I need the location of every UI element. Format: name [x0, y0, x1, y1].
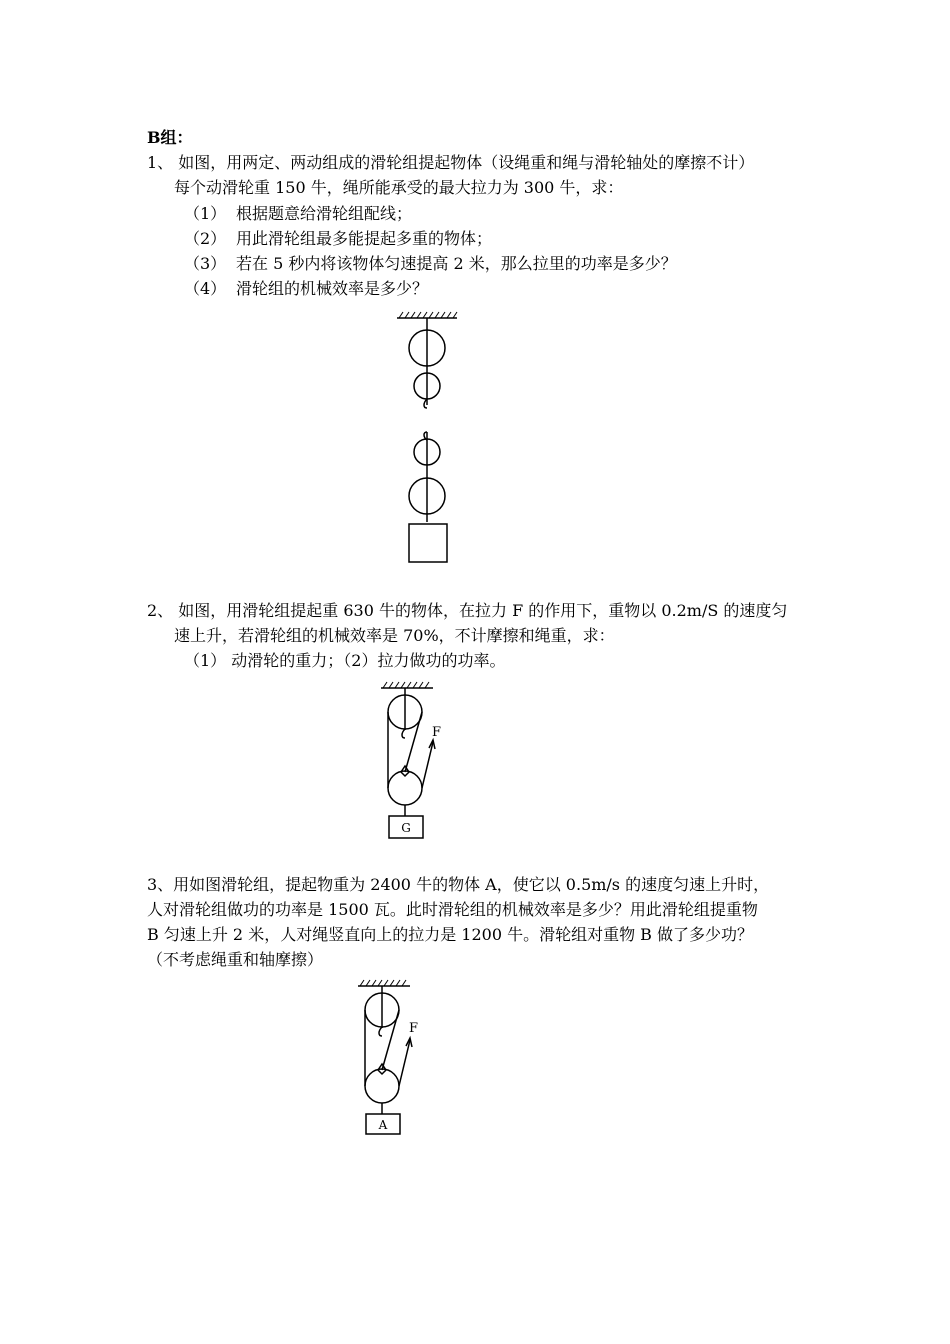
q2-line-1: 2、 如图，用滑轮组提起重 630 牛的物体，在拉力 F 的作用下，重物以 0.2m/S 的速度匀 — [147, 601, 788, 620]
rope-pull — [399, 1040, 410, 1086]
q1-item-1-num: （1） — [184, 204, 227, 223]
q3-line-2: 人对滑轮组做功的功率是 1500 瓦。此时滑轮组的机械效率是多少？用此滑轮组提重物 — [147, 900, 758, 919]
rope-cross — [382, 1010, 399, 1070]
fixed-hook — [379, 1027, 382, 1036]
pulley-diagram-1 — [385, 310, 465, 570]
ceiling-hatch — [399, 312, 457, 318]
q1-item-3-num: （3） — [184, 254, 227, 273]
q1-item-2-num: （2） — [184, 229, 227, 248]
q1-item-1-text: 根据题意给滑轮组配线； — [236, 204, 413, 223]
pulley-diagram-2 — [375, 680, 475, 845]
load-label: G — [401, 821, 411, 835]
q1-line-2: 每个动滑轮重 150 牛，绳所能承受的最大拉力为 300 牛，求： — [174, 178, 624, 197]
force-label: F — [409, 1021, 419, 1036]
q3-line-3: B 匀速上升 2 米，人对绳竖直向上的拉力是 1200 牛。滑轮组对重物 B 做了多少功？ — [147, 925, 754, 944]
load-label: A — [378, 1118, 388, 1132]
ceiling-hatch — [360, 980, 406, 986]
q1-item-4-text: 滑轮组的机械效率是多少？ — [236, 279, 429, 298]
fixed-hook — [402, 729, 405, 738]
q1-line-1: 1、 如图，用两定、两动组成的滑轮组提起物体（设绳重和绳与滑轮轴处的摩擦不计） — [147, 153, 755, 172]
section-title: B组： — [147, 128, 193, 147]
rope-cross — [405, 712, 422, 772]
q2-line-2: 速上升，若滑轮组的机械效率是 70%，不计摩擦和绳重，求： — [174, 626, 615, 645]
q1-item-3-text: 若在 5 秒内将该物体匀速提高 2 米，那么拉里的功率是多少？ — [236, 254, 677, 273]
load-box — [409, 524, 447, 562]
pulley-diagram-3 — [352, 978, 452, 1143]
q2-line-3: （1） 动滑轮的重力；（2）拉力做功的功率。 — [184, 651, 506, 670]
ceiling-hatch — [383, 682, 429, 688]
q1-item-4-num: （4） — [184, 279, 227, 298]
q1-item-2-text: 用此滑轮组最多能提起多重的物体； — [236, 229, 493, 248]
q3-line-4: （不考虑绳重和轴摩擦） — [147, 950, 324, 969]
force-label: F — [432, 725, 442, 740]
q3-line-1: 3、用如图滑轮组，提起物重为 2400 牛的物体 A，使它以 0.5m/s 的速度匀速上升时， — [147, 875, 770, 894]
rope-pull — [422, 742, 433, 788]
